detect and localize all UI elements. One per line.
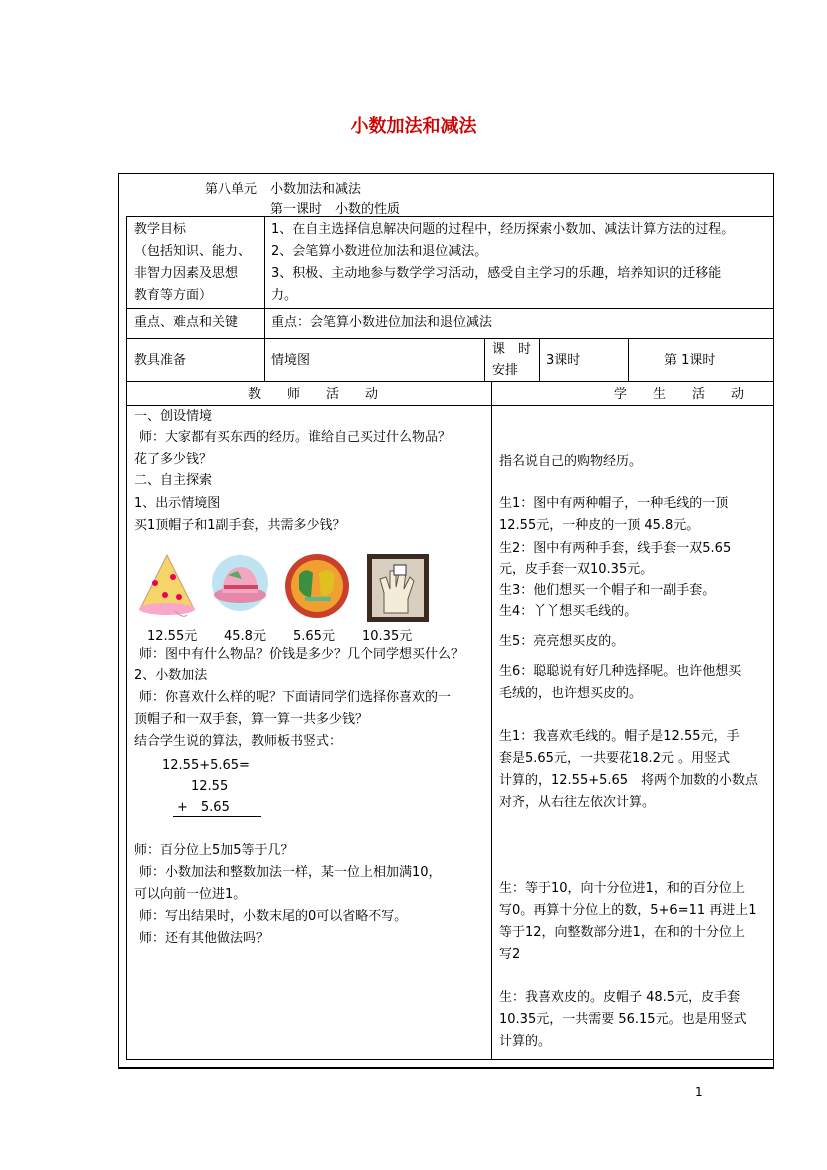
row-divider [126,405,774,406]
prep-value: 情境图 [271,353,311,368]
objective-line: 3、积极、主动地参与数学学习活动，感受自主学习的乐趣，培养知识的迁移能 [271,266,722,281]
price-label: 12.55元 [147,629,198,644]
section-heading: 二、自主探索 [134,473,213,488]
teacher-line: 师：还有其他做法吗？ [139,931,270,946]
objectives-label: 教育等方面） [134,288,213,303]
teacher-line: 花了多少钱？ [134,452,213,467]
page-number: 1 [695,1085,703,1099]
equation-bottom: + 5.65 [177,800,230,815]
student-line: 套是5.65元，一共要花18.2元 。用竖式 [499,751,731,766]
student-line: 生：等于10，向十分位进1，和的百分位上 [499,881,745,896]
col-divider [491,381,492,1060]
student-line: 写2 [499,947,521,962]
col-divider [539,338,540,381]
student-line: 生6：聪聪说有好几种选择呢。也许他想买 [499,664,742,679]
equation: 12.55+5.65= [162,758,250,773]
student-line: 10.35元，一共需要 56.15元。也是用竖式 [499,1012,747,1027]
teacher-line: 师：你喜欢什么样的呢？下面请同学们选择你喜欢的一 [139,690,452,705]
keypoints-value: 重点：会笔算小数进位加法和退位减法 [271,315,493,330]
teacher-line: 顶帽子和一双手套，算一算一共多少钱？ [134,712,369,727]
student-line: 写0。再算十分位上的数，5+6=11 再进上1 [499,903,757,918]
col-divider [628,338,629,381]
objective-line: 力。 [271,288,298,303]
objectives-label: 非智力因素及思想 [134,266,239,281]
equation-top: 12.55 [191,779,229,794]
objective-line: 2、会笔算小数进位加法和退位减法。 [271,244,488,259]
student-line: 生4：丫丫想买毛线的。 [499,604,638,619]
lesson-number: 第 1课时 [664,353,716,368]
row-divider [126,381,774,382]
student-line: 指名说自己的购物经历。 [499,454,643,469]
time-label: 安排 [492,363,519,378]
price-label: 45.8元 [224,629,266,644]
row-divider [126,338,774,339]
teacher-column-header: 教 师 活 动 [248,387,379,402]
price-label: 10.35元 [362,629,413,644]
unit-heading: 第八单元 小数加法和减法 [205,182,362,197]
document-title: 小数加法和减法 [350,116,477,137]
student-line: 生1：图中有两种帽子，一种毛线的一顶 [499,496,729,511]
gloves-plate-icon [283,553,351,623]
student-line: 生：我喜欢皮的。皮帽子 48.5元，皮手套 [499,990,741,1005]
teacher-line: 师：小数加法和整数加法一样，某一位上相加满10， [139,865,442,880]
knit-hat-icon [135,553,199,627]
student-line: 生3：他们想买一个帽子和一副手套。 [499,583,716,598]
student-line: 等于12，向整数部分进1，在和的十分位上 [499,925,745,940]
time-label: 课 时 [492,342,532,357]
student-line: 生1：我喜欢毛线的。帽子是12.55元，手 [499,729,740,744]
prep-label: 教具准备 [134,353,187,368]
student-line: 生5：亮亮想买皮的。 [499,634,625,649]
student-line: 计算的，12.55+5.65 将两个加数的小数点 [499,773,759,788]
leather-hat-icon [208,553,272,619]
objective-line: 1、在自主选择信息解决问题的过程中，经历探索小数加、减法计算方法的过程。 [271,222,735,237]
teacher-line: 可以向前一位进1。 [134,887,247,902]
glove-icon [366,553,430,627]
student-line: 12.55元，一种皮的一顶 45.8元。 [499,518,700,533]
student-line: 生2：图中有两种手套，线手套一双5.65 [499,541,732,556]
teacher-line: 结合学生说的算法，教师板书竖式： [134,734,343,749]
price-label: 5.65元 [293,629,335,644]
total-hours: 3课时 [546,353,581,368]
row-divider [126,308,774,309]
equation-rule [173,816,261,817]
student-line: 计算的。 [499,1034,552,1049]
objectives-label: 教学目标 [134,222,187,237]
teacher-line: 2、小数加法 [134,668,208,683]
teacher-line: 师：写出结果时，小数末尾的0可以省略不写。 [139,909,408,924]
student-line: 毛绒的，也许想买皮的。 [499,686,643,701]
objectives-label: （包括知识、能力、 [134,244,252,259]
teacher-line: 师：大家都有买东西的经历。谁给自己买过什么物品？ [139,430,452,445]
section-heading: 一、创设情境 [134,409,213,424]
teacher-line: 1、出示情境图 [134,496,221,511]
keypoints-label: 重点、难点和关键 [134,315,239,330]
student-line: 对齐，从右往左依次计算。 [499,795,656,810]
student-column-header: 学 生 活 动 [614,387,745,402]
col-divider [484,338,485,381]
teacher-line: 师：图中有什么物品？价钱是多少？几个同学想买什么？ [139,647,465,662]
student-line: 元，皮手套一双10.35元。 [499,562,654,577]
teacher-line: 买1顶帽子和1副手套，共需多少钱？ [134,518,346,533]
lesson-heading: 第一课时 小数的性质 [270,202,401,217]
col-divider [264,216,265,381]
teacher-line: 师：百分位上5加5等于几？ [134,843,294,858]
